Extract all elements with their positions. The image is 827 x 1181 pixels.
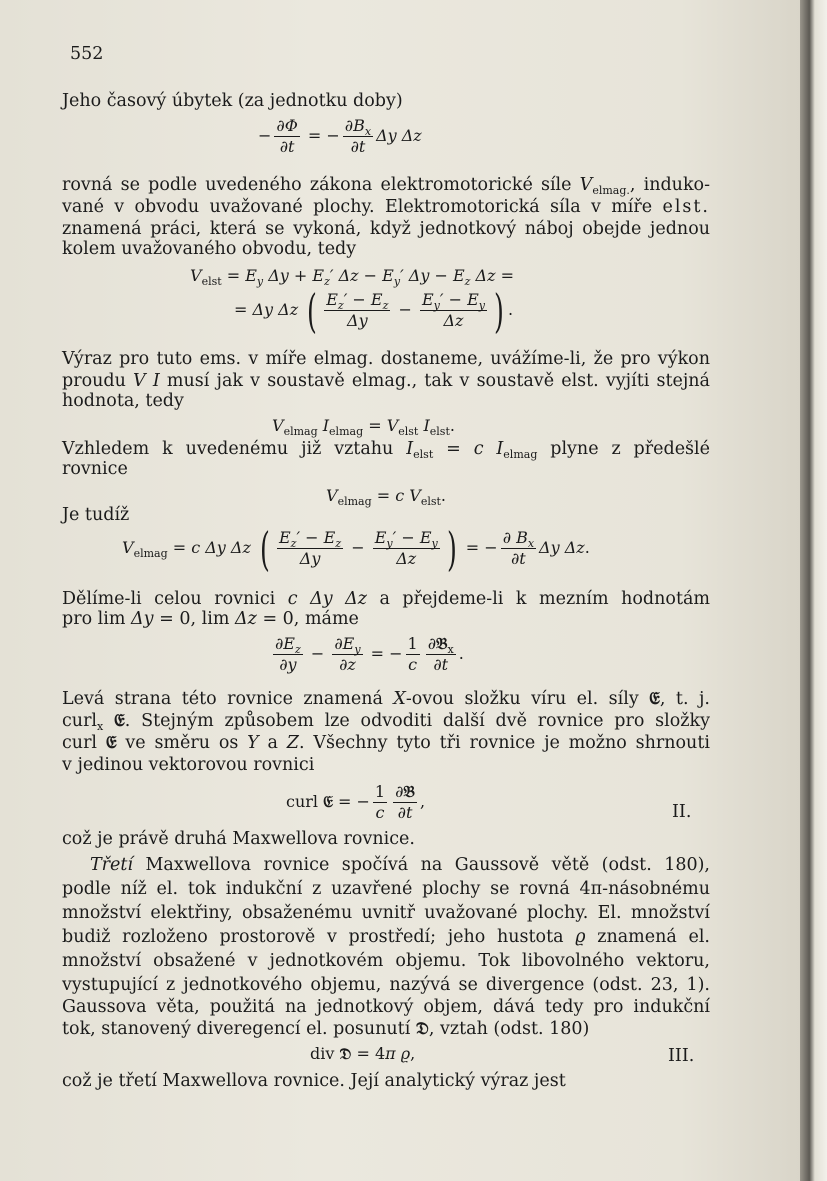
equation-maxwell-2: curl 𝔈 = − $\frac{1}{c}$ ∂𝔅 ∂t , [286, 782, 426, 822]
book-spine-shadow [800, 0, 827, 1181]
text-line: Je tudíž [62, 505, 130, 525]
text-line: rovnice [62, 459, 128, 479]
text-line: Výraz pro tuto ems. v míře elmag. dostaneme, uvážíme-li, že pro výkon [62, 349, 710, 369]
text-line: Dělíme-li celou rovnici c Δy Δz a přejdeme-li k mezním hodnotám [62, 589, 710, 609]
equation-emf-elst-fraction: = Δy Δz ( $\frac{E_z' - E_z}{\Delta y}$ − $\frac{E_y' - E_y}{\Delta z}$ ) . [234, 283, 514, 338]
equation-number-III: III. [668, 1046, 695, 1066]
page-number: 552 [70, 44, 104, 64]
equation-combined: $V_{elmag} = c$ Δy Δz ( $\frac{E_z' - E_z}{\Delta y}$ − $\frac{E_y' - E_y}{\Delta z}$ ) = − $\frac{\partial B_x}{\partial t}$ Δy Δz. [122, 521, 590, 576]
text-line: Jeho časový úbytek (za jednotku doby) [62, 91, 403, 111]
text-line: podle níž el. tok indukční z uzavřené plochy se rovná 4π-násobnému [62, 879, 710, 899]
text-line: vané v obvodu uvažované plochy. Elektromotorická síla v míře elst. [62, 197, 710, 217]
text-line: Gaussova věta, použitá na jednotkový objem, dává tedy pro indukční [62, 997, 710, 1017]
text-line: Levá strana této rovnice znamená X-ovou složku víru el. síly 𝔈, t. j. [62, 689, 710, 709]
text-line: Třetí Maxwellova rovnice spočívá na Gaussově větě (odst. 180), [90, 855, 710, 875]
text-line: curl 𝔈 ve směru os Y a Z. Všechny tyto tři rovnice je možno shrnouti [62, 733, 710, 753]
text-line: Vzhledem k uvedenému již vztahu $I_{elst} = c$ $I_{elmag}$ plyne z předešlé [62, 439, 710, 461]
text-line: v jedinou vektorovou rovnici [62, 755, 315, 775]
equation-voltage-relation: $V_{elmag} = c$ $V_{elst}$. [326, 486, 446, 508]
text-line: množství elektřiny, obsaženému uvnitř uvažované plochy. El. množství [62, 903, 710, 923]
equation-curl-x: $\frac{\partial E_z}{\partial y}$ − $\frac{\partial E_y}{\partial z}$ = − $\frac{1}{c}$ ∂𝔅$_x$ ∂t . [275, 634, 464, 674]
text-line: proudu V I musí jak v soustavě elmag., tak v soustavě elst. vyjíti stejná [62, 371, 710, 391]
text-line: pro lim Δy = 0, lim Δz = 0, máme [62, 609, 359, 629]
text-line: curl$_x$ 𝔈. Stejným způsobem lze odvoditi další dvě rovnice pro složky [62, 711, 710, 733]
equation-maxwell-3: div 𝔇 = 4π ϱ, [310, 1044, 416, 1063]
equation-flux-rate: − $\frac{\partial\Phi}{\partial t}$ = − $\frac{\partial B_x}{\partial t}$ Δy Δz [258, 116, 422, 156]
equation-emf-elst: $V_{elst} = E_y$ $\Delta y + E_z'$ $\Delta z - E_y'$ $\Delta y - E_z$ Δz = [190, 266, 515, 288]
text-line: znamená práci, která se vykoná, když jednotkový náboj obejde jednou [62, 219, 710, 239]
text-line: což je právě druhá Maxwellova rovnice. [62, 829, 415, 849]
text-line: vystupující z jednotkového objemu, nazývá se divergence (odst. 23, 1). [62, 975, 710, 995]
text-line: což je třetí Maxwellova rovnice. Její analytický výraz jest [62, 1071, 566, 1091]
text-line: kolem uvažovaného obvodu, tedy [62, 239, 357, 259]
equation-power-equality: $V_{elmag}$ $I_{elmag} = V_{elst}$ $I_{elst}$. [272, 416, 455, 438]
text-line: rovná se podle uvedeného zákona elektromotorické síle $V_{elmag.}$, induko- [62, 175, 710, 197]
equation-number-II: II. [672, 802, 692, 822]
text-line: hodnota, tedy [62, 391, 184, 411]
text-line: množství obsažené v jednotkovém objemu. Tok libovolného vektoru, [62, 951, 710, 971]
text-line: budiž rozloženo prostorově v prostředí; jeho hustota ϱ znamená el. [62, 927, 710, 947]
text-line: tok, stanovený diveregencí el. posunutí 𝔇, vztah (odst. 180) [62, 1019, 590, 1039]
